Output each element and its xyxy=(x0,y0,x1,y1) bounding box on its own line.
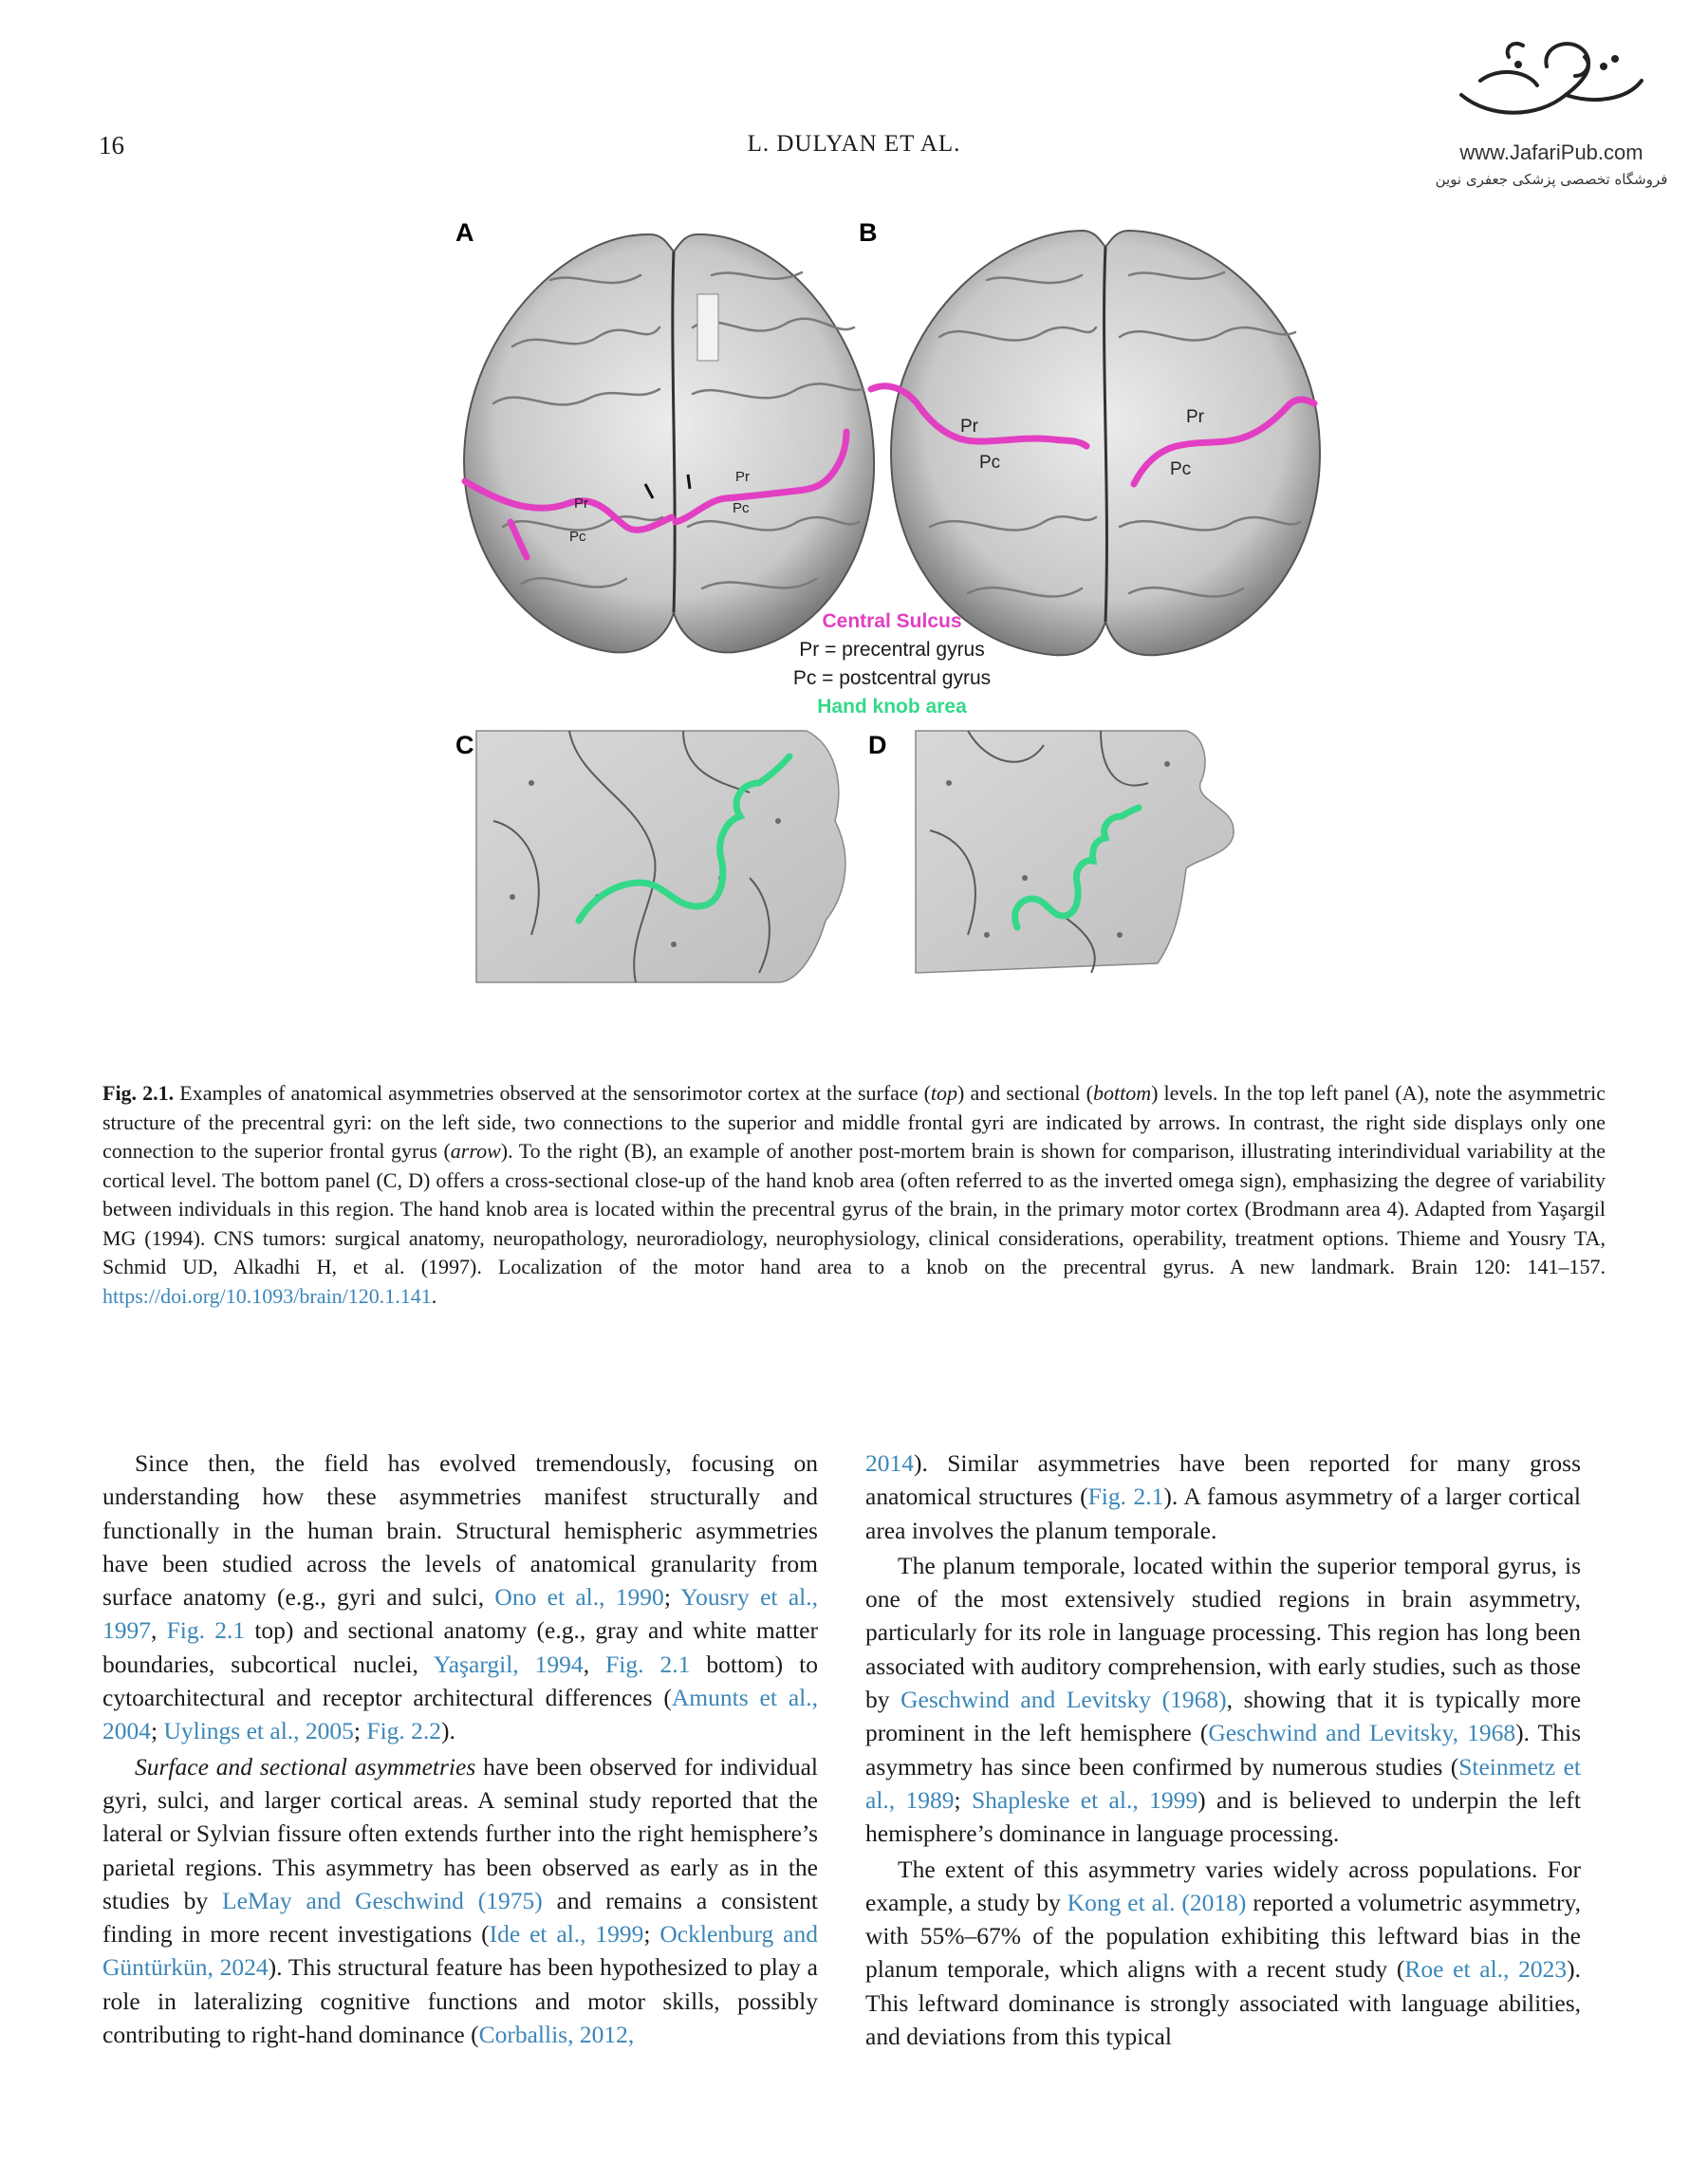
label-pc-b-left: Pc xyxy=(979,453,1001,473)
text: Since then, the field has evolved tremendously, focusing on understanding how these asymmetries manifest structurally and functionally in the human brain. Structural hemispheric asymmetries have been studied across the levels of anatomical granularity from surface anatomy (e.g., gyri and sulci, xyxy=(102,1449,818,1612)
label-pr-a-right: Pr xyxy=(735,469,750,485)
citation-link[interactable]: Geschwind and Levitsky, 1968 xyxy=(1208,1719,1516,1747)
citation-link[interactable]: Kong et al. (2018) xyxy=(1067,1888,1247,1916)
text: have been observed for individual gyri, sulci, and larger cortical areas. A seminal study reported that the lateral or Sylvian fissure often extends further into the right hemisphere’s parietal regions. This asymmetry has been observed as early as in the studies by xyxy=(102,1752,818,1914)
paragraph xyxy=(102,1446,818,1748)
text: , showing that it is typically more prominent in the left hemisphere ( xyxy=(865,1686,1582,1747)
citation-link[interactable]: Yaşargil, 1994 xyxy=(433,1650,584,1678)
caption-text: Examples of anatomical asymmetries observed at the sensorimotor cortex at the surface ( xyxy=(174,1081,931,1105)
caption-text: . xyxy=(431,1283,437,1308)
figure-link[interactable]: Fig. 2.1 xyxy=(605,1650,691,1678)
text: ; xyxy=(151,1717,164,1745)
citation-link[interactable]: Ide et al., 1999 xyxy=(489,1920,644,1949)
brain-b-image xyxy=(891,231,1320,655)
citation-link[interactable]: Uylings et al., 2005 xyxy=(163,1717,354,1745)
text: ). Similar asymmetries have been reported for many gross anatomical structures ( xyxy=(865,1449,1581,1511)
paragraph xyxy=(865,1853,1581,2054)
page-number: 16 xyxy=(99,131,124,159)
italic-text: Surface and sectional asymmetries xyxy=(135,1752,476,1781)
figure-link[interactable]: Fig. 2.1 xyxy=(166,1616,246,1645)
body-column-right xyxy=(865,1446,1581,2053)
panel-label-b: B xyxy=(859,218,878,247)
label-pc-a-left: Pc xyxy=(569,529,586,545)
caption-text: ) levels. In the top left panel (A), note the asymmetric structure of the precentral gyri: on the left side, two connections to the superior and middle frontal gyri are indicated by arrows. In contrast, the right side displays only one connection to the superior frontal gyrus ( xyxy=(102,1081,1606,1163)
legend-precentral: Pr = precentral gyrus xyxy=(799,639,985,661)
publisher-url[interactable]: www.JafariPub.com xyxy=(1459,140,1643,164)
label-pc-a-right: Pc xyxy=(733,500,750,516)
text: ; xyxy=(643,1920,660,1949)
body-column-left xyxy=(102,1446,818,2051)
citation-link[interactable]: Ono et al., 1990 xyxy=(494,1583,664,1612)
legend-hand-knob: Hand knob area xyxy=(817,696,967,718)
figure-2-1 xyxy=(436,214,1347,1068)
legend-postcentral: Pc = postcentral gyrus xyxy=(792,667,992,689)
figure-link[interactable]: Fig. 2.1 xyxy=(1087,1483,1164,1511)
paragraph xyxy=(865,1549,1581,1851)
citation-link[interactable]: Amunts et al., 2004 xyxy=(102,1684,818,1745)
text: The extent of this asymmetry varies widely across populations. For example, a study by xyxy=(865,1855,1581,1916)
publisher-watermark xyxy=(1414,19,1689,190)
text: ; xyxy=(353,1717,367,1745)
text: ). xyxy=(441,1717,455,1745)
publisher-tagline: فروشگاه تخصصی پزشکی جعفری نوین xyxy=(1435,171,1668,188)
citation-link[interactable]: Roe et al., 2023 xyxy=(1404,1955,1568,1984)
doi-link[interactable]: https://doi.org/10.1093/brain/120.1.141 xyxy=(102,1283,432,1308)
figure-link[interactable]: Fig. 2.2 xyxy=(366,1717,442,1745)
figure-caption xyxy=(102,1079,1606,1311)
text: ). This asymmetry has since been confirmed by numerous studies ( xyxy=(865,1719,1582,1781)
caption-label: Fig. 2.1. xyxy=(102,1081,175,1105)
text: and remains a consistent finding in more recent investigations ( xyxy=(102,1886,818,1949)
text: ; xyxy=(954,1785,972,1814)
label-pr-b-left: Pr xyxy=(960,417,978,437)
text: top) and sectional anatomy (e.g., gray and white matter boundaries, subcortical nuclei, xyxy=(102,1616,818,1678)
citation-link[interactable]: Yousry et al., 1997 xyxy=(102,1583,818,1645)
citation-link[interactable]: Ocklenburg and Güntürkün, 2024 xyxy=(102,1920,818,1982)
caption-italic: bottom xyxy=(1092,1081,1152,1105)
legend-central-sulcus: Central Sulcus xyxy=(822,610,962,632)
publisher-logo-icon xyxy=(1452,28,1651,133)
citation-link[interactable]: 2014 xyxy=(865,1449,914,1477)
caption-text: ) and sectional ( xyxy=(957,1081,1093,1105)
panel-label-c: C xyxy=(455,731,474,759)
panel-label-d: D xyxy=(868,731,887,759)
label-pr-b-right: Pr xyxy=(1186,407,1204,427)
caption-italic: top xyxy=(930,1081,958,1105)
text: , xyxy=(583,1650,606,1678)
running-head: L. DULYAN ET AL. xyxy=(747,131,961,157)
text: The planum temporale, located within the superior temporal gyrus, is one of the most extensively studied regions in brain asymmetry, particularly for its role in language processing. This region has long been associated with auditory comprehension, with early studies, such as those by xyxy=(865,1551,1581,1714)
brain-a-image xyxy=(464,234,874,652)
text: , xyxy=(151,1616,167,1645)
caption-text: ). To the right (B), an example of another post-mortem brain is shown for comparison, illustrating interindividual variability at the cortical level. The bottom panel (C, D) offers a cross-sectional close-up of the hand knob area (often referred to as the inverted omega sign), emphasizing the degree of variability between individuals in this region. The hand knob area is located within the precentral gyrus of the brain, in the primary motor cortex (Brodmann area 4). Adapted from Yaşargil MG (1994). CNS tumors: surgical anatomy, neuropathology, neuroradiology, neurophysiology, clinical considerations, operability, treatment options. Thieme and Yousry TA, Schmid UD, Alkadhi H, et al. (1997). Localization of the motor hand area to a knob on the precentral gyrus. A new landmark. Brain 120: 141–157. xyxy=(102,1139,1606,1278)
citation-link[interactable]: Corballis, 2012, xyxy=(478,2021,635,2049)
text: ) and is believed to underpin the left hemisphere’s dominance in language processing. xyxy=(865,1785,1581,1848)
citation-link[interactable]: LeMay and Geschwind (1975) xyxy=(222,1886,543,1914)
figure-legend xyxy=(645,607,1139,721)
paragraph xyxy=(865,1446,1581,1547)
citation-link[interactable]: Shapleske et al., 1999 xyxy=(972,1785,1198,1814)
text: ). This leftward dominance is strongly associated with language abilities, and deviations from this typical xyxy=(865,1955,1581,2051)
panel-label-a: A xyxy=(455,218,474,247)
text: reported a volumetric asymmetry, with 55%–67% of the population exhibiting this leftward bias in the planum temporale, which aligns with a recent study ( xyxy=(865,1888,1581,1984)
caption-italic: arrow xyxy=(450,1139,501,1163)
text: ). A famous asymmetry of a larger cortical area involves the planum temporale. xyxy=(865,1483,1581,1544)
label-pr-a-left: Pr xyxy=(574,495,588,512)
paragraph xyxy=(102,1750,818,2052)
citation-link[interactable]: Geschwind and Levitsky (1968) xyxy=(900,1686,1227,1714)
slice-c-image xyxy=(476,731,845,982)
text: ; xyxy=(663,1583,681,1612)
label-pc-b-right: Pc xyxy=(1170,459,1192,479)
text: bottom) to cytoarchitectural and receptor architectural differences ( xyxy=(102,1650,818,1712)
citation-link[interactable]: Steinmetz et al., 1989 xyxy=(865,1752,1581,1814)
text: ). This structural feature has been hypothesized to play a role in lateralizing cognitive functions and motor skills, possibly contributing to right-hand dominance ( xyxy=(102,1953,818,2049)
slice-d-image xyxy=(916,731,1234,973)
